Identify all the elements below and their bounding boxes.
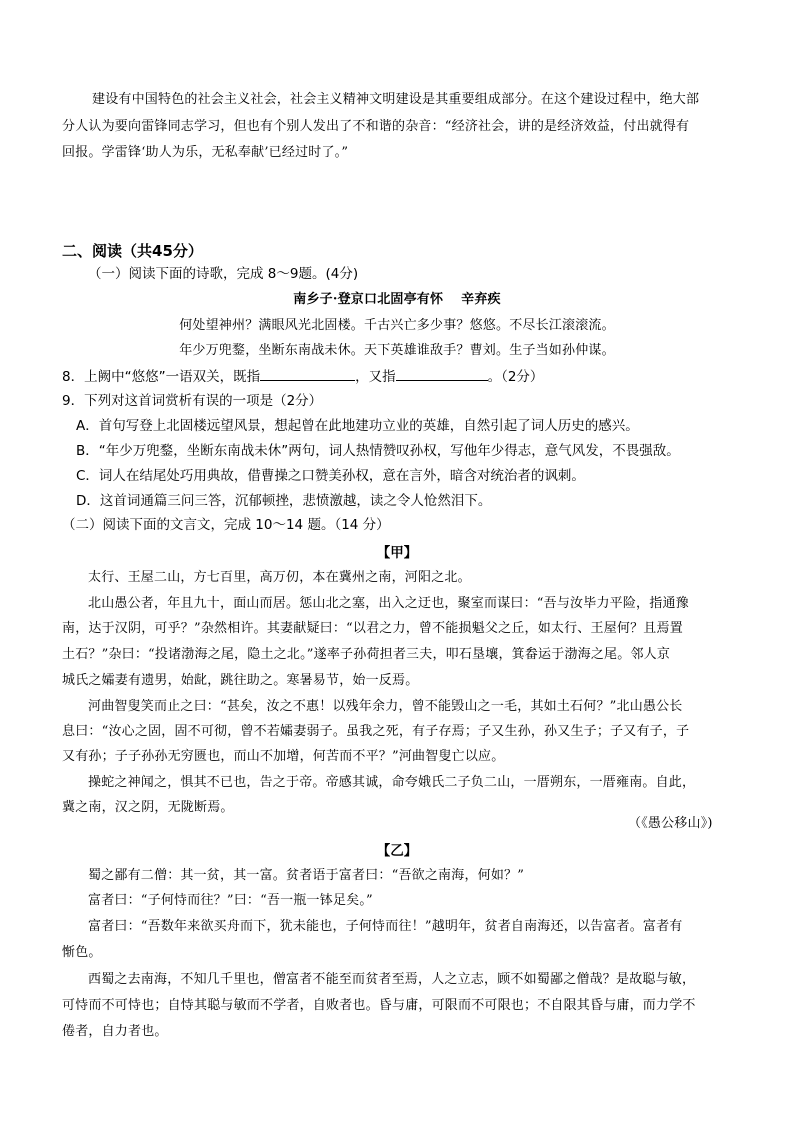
jia-line-3: 南，达于汉阴，可乎？”杂然相许。其妻献疑曰：“以君之力，曾不能损魁父之丘，如太行、王屋何？且焉置	[62, 621, 683, 636]
intro-line-3: 回报。学雷锋‘助人为乐，无私奉献’已经过时了。”	[62, 145, 349, 160]
jia-line-8: 又有孙；子子孙孙无穷匮也，而山不加增，何苦而不平？”河曲智叟亡以应。	[62, 749, 505, 764]
q9-option-c: C．词人在结尾处巧用典故，借曹操之口赞美孙权，意在言外，暗含对统治者的讽刺。	[76, 468, 585, 484]
jia-line-4: 土石？”杂曰：“投诸渤海之尾，隐土之北。”遂率子孙荷担者三夫，叩石垦壤，箕畚运于渤海之尾。邻人京	[62, 647, 671, 662]
yi-line-2: 富者曰：“子何恃而往？”曰：“吾一瓶一钵足矣。”	[88, 893, 373, 908]
jia-line-5: 城氏之孀妻有遗男，始龀，跳往助之。寒暑易节，始一反焉。	[62, 673, 419, 688]
section-title: 二、阅读（共45分）	[62, 242, 203, 260]
yi-line-6: 可恃而不可恃也；自恃其聪与敏而不学者，自败者也。昏与庸，可限而不可限也；不自限其昏与庸，而力学不	[62, 998, 696, 1013]
q8-blank-1[interactable]	[260, 368, 355, 381]
poem-title: 南乡子·登京口北固亭有怀 辛弃疾	[293, 292, 501, 307]
poem-line-1: 何处望神州？满眼风光北固楼。千古兴亡多少事？悠悠。不尽长江滚滚流。	[179, 318, 615, 333]
jia-line-6: 河曲智叟笑而止之曰：“甚矣，汝之不惠！以残年余力，曾不能毁山之一毛，其如土石何？”北山愚公长	[88, 699, 683, 714]
intro-line-2: 分人认为要向雷锋同志学习，但也有个别人发出了不和谐的杂音：“经济社会，讲的是经济效益，付出就得有	[62, 119, 690, 134]
jia-line-9: 操蛇之神闻之，惧其不已也，告之于帝。帝感其诚，命夸娥氏二子负二山，一厝朔东，一厝雍南。自此，	[88, 775, 696, 790]
poem-line-2: 年少万兜鍪，坐断东南战未休。天下英雄谁敌手？曹刘。生子当如孙仲谋。	[179, 343, 615, 358]
q8-blank-2[interactable]	[396, 368, 488, 381]
yi-line-4: 惭色。	[62, 945, 102, 960]
jia-source: （《愚公移山》)	[628, 816, 713, 831]
q9-option-d: D．这首词通篇三问三答，沉郁顿挫，悲愤激越，读之令人怆然泪下。	[76, 493, 492, 509]
intro-line-1: 建设有中国特色的社会主义社会，社会主义精神文明建设是其重要组成部分。在这个建设过程中，绝大部	[92, 92, 700, 107]
q8-suffix: 。（2分）	[487, 369, 544, 385]
yi-label: 【乙】	[376, 843, 418, 859]
jia-line-1: 太行、王屋二山，方七百里，高万仞，本在冀州之南，河阳之北。	[88, 570, 471, 585]
yi-line-5: 西蜀之去南海，不知几千里也，僧富者不能至而贫者至焉，人之立志，顾不如蜀鄙之僧哉？是故聪与敏，	[88, 972, 696, 987]
part1-intro: （一）阅读下面的诗歌，完成 8～9题。(4分)	[88, 266, 359, 282]
yi-line-1: 蜀之鄙有二僧：其一贫，其一富。贫者语于富者曰：“吾欲之南海，何如？”	[88, 868, 525, 883]
jia-line-10: 冀之南，汉之阴，无陇断焉。	[62, 800, 234, 815]
q8-prefix: 8．上阙中“悠悠”一语双关，既指	[62, 369, 261, 385]
part2-intro: （二）阅读下面的文言文，完成 10～14 题。（14 分）	[62, 517, 390, 533]
yi-line-3: 富者曰：“吾数年来欲买舟而下，犹未能也，子何恃而往！”越明年，贫者自南海还，以告富者。富者有	[88, 919, 683, 934]
jia-line-2: 北山愚公者，年且九十，面山而居。惩山北之塞，出入之迂也，聚室而谋曰：“吾与汝毕力平险，指通豫	[88, 596, 689, 611]
q8-middle: ，又指	[355, 369, 396, 385]
jia-line-7: 息曰：“汝心之固，固不可彻，曾不若孀妻弱子。虽我之死，有子存焉；子又生孙，孙又生子；子又有子，子	[62, 724, 690, 739]
yi-line-7: 倦者，自力者也。	[62, 1024, 168, 1039]
question-8	[62, 368, 543, 385]
q9-option-b: B．“年少万兜鍪，坐断东南战未休”两句，词人热情赞叹孙权，写他年少得志，意气风发，不畏强敌。	[76, 443, 680, 459]
jia-label: 【甲】	[376, 545, 418, 561]
q9-option-a: A．首句写登上北固楼远望风景，想起曾在此地建功立业的英雄，自然引起了词人历史的感兴。	[76, 418, 639, 434]
question-9-stem: 9．下列对这首词赏析有误的一项是（2分）	[62, 393, 323, 409]
